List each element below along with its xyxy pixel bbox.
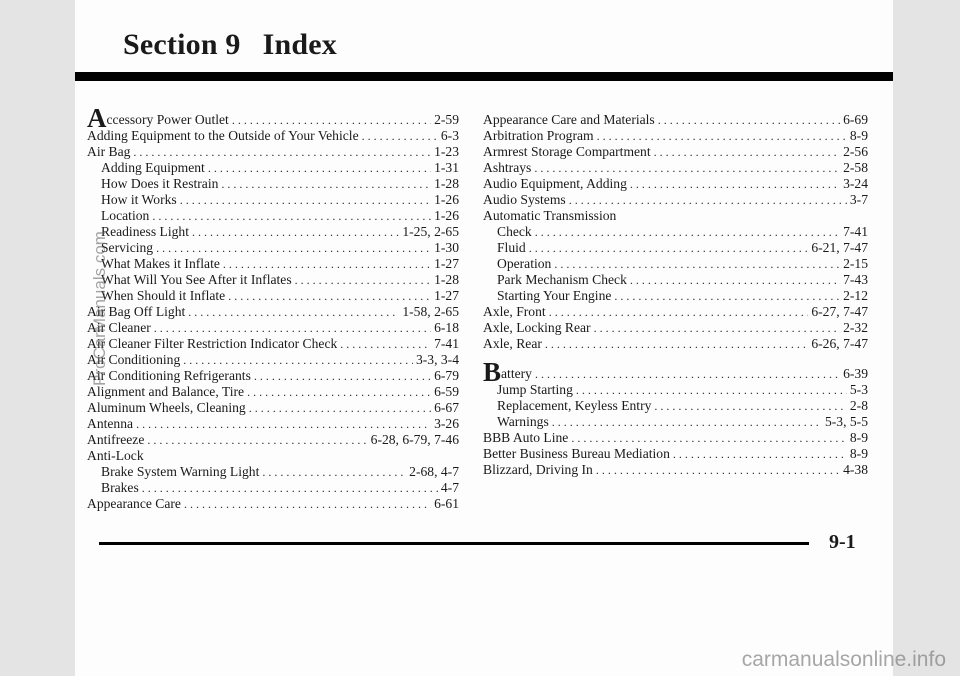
entry-text: Servicing bbox=[101, 240, 154, 255]
entry-label bbox=[497, 272, 627, 288]
index-subentry bbox=[87, 160, 459, 176]
entry-text: Air Cleaner Filter Restriction Indicator Check bbox=[87, 336, 338, 351]
entry-page-ref: 1-27 bbox=[434, 288, 459, 303]
dot-leader bbox=[654, 398, 846, 414]
entry-text: Arbitration Program bbox=[483, 128, 594, 143]
entry-text: Air Conditioning bbox=[87, 352, 181, 367]
entry-label bbox=[101, 288, 225, 304]
entry-page-ref: 3-24 bbox=[843, 176, 868, 191]
entry-text: Blizzard, Driving In bbox=[483, 462, 593, 477]
entry-page-ref: 1-27 bbox=[434, 256, 459, 271]
dot-leader bbox=[545, 336, 808, 352]
drop-cap-letter: A bbox=[87, 103, 107, 133]
index-entry bbox=[483, 192, 868, 208]
index-entry bbox=[87, 400, 459, 416]
entry-text: BBB Auto Line bbox=[483, 430, 569, 445]
entry-page-ref: 2-32 bbox=[843, 320, 868, 335]
index-subentry bbox=[87, 176, 459, 192]
entry-page-ref: 7-43 bbox=[843, 272, 868, 287]
index-subentry bbox=[87, 288, 459, 304]
dot-leader bbox=[221, 176, 431, 192]
dot-leader bbox=[535, 366, 840, 382]
entry-label bbox=[101, 480, 139, 496]
entry-label bbox=[483, 462, 593, 478]
dot-leader bbox=[340, 336, 431, 352]
dot-leader bbox=[529, 240, 809, 256]
entry-text: How it Works bbox=[101, 192, 177, 207]
index-entry bbox=[87, 144, 459, 160]
index-subentry bbox=[87, 208, 459, 224]
entry-label bbox=[483, 430, 568, 446]
page-number: 9-1 bbox=[829, 531, 856, 553]
entry-label bbox=[87, 496, 181, 512]
entry-page-ref: 7-41 bbox=[434, 336, 459, 351]
entry-text: ccessory Power Outlet bbox=[106, 112, 229, 127]
entry-label bbox=[483, 160, 531, 176]
index-entry bbox=[483, 176, 868, 192]
dot-leader bbox=[654, 144, 840, 160]
entry-page-ref: 3-3, 3-4 bbox=[415, 352, 459, 367]
entry-page-ref: 6-3 bbox=[440, 128, 459, 143]
entry-text: Park Mechanism Check bbox=[497, 272, 627, 287]
index-subentry bbox=[87, 464, 459, 480]
entry-label bbox=[101, 208, 149, 224]
entry-label bbox=[497, 240, 526, 256]
dot-leader bbox=[223, 256, 431, 272]
entry-label bbox=[483, 320, 591, 336]
dot-leader bbox=[552, 414, 822, 430]
entry-label bbox=[87, 416, 133, 432]
dot-leader bbox=[295, 272, 431, 288]
dot-leader bbox=[136, 416, 431, 432]
index-subentry bbox=[483, 398, 868, 414]
entry-text: Location bbox=[101, 208, 150, 223]
entry-page-ref: 6-69 bbox=[843, 112, 868, 127]
dot-leader bbox=[596, 462, 840, 478]
entry-text: Antifreeze bbox=[87, 432, 145, 447]
dot-leader bbox=[362, 128, 438, 144]
index-subentry bbox=[483, 382, 868, 398]
entry-text: Air Bag bbox=[87, 144, 131, 159]
index-subentry bbox=[483, 240, 868, 256]
dot-leader bbox=[183, 352, 413, 368]
dot-leader bbox=[630, 272, 840, 288]
entry-page-ref: 4-7 bbox=[440, 480, 459, 495]
dot-leader bbox=[571, 430, 847, 446]
entry-text: attery bbox=[501, 366, 532, 381]
index-entry bbox=[87, 384, 459, 400]
index-subentry bbox=[483, 288, 868, 304]
index-subentry bbox=[87, 272, 459, 288]
entry-label bbox=[483, 304, 546, 320]
dot-leader bbox=[247, 384, 431, 400]
index-entry bbox=[483, 144, 868, 160]
entry-label bbox=[101, 256, 220, 272]
entry-page-ref: 3-26 bbox=[434, 416, 459, 431]
index-column-left bbox=[87, 103, 459, 512]
entry-page-ref: 6-67 bbox=[434, 400, 459, 415]
index-entry bbox=[483, 112, 868, 128]
entry-page-ref: 1-23 bbox=[434, 144, 459, 159]
entry-text: Adding Equipment bbox=[101, 160, 205, 175]
index-entry bbox=[87, 416, 459, 432]
dot-leader bbox=[569, 192, 847, 208]
entry-page-ref: 6-26, 7-47 bbox=[811, 336, 868, 351]
entry-text: Axle, Locking Rear bbox=[483, 320, 591, 335]
index-entry bbox=[87, 336, 459, 352]
index-entry bbox=[483, 336, 868, 352]
index-entry bbox=[483, 208, 868, 224]
index-subentry bbox=[87, 480, 459, 496]
entry-text: Audio Equipment, Adding bbox=[483, 176, 627, 191]
entry-page-ref: 1-28 bbox=[434, 176, 459, 191]
dot-leader bbox=[208, 160, 431, 176]
entry-label bbox=[497, 288, 611, 304]
entry-spacer bbox=[483, 352, 868, 366]
dot-leader bbox=[188, 304, 399, 320]
entry-text: What Makes it Inflate bbox=[101, 256, 220, 271]
entry-label bbox=[483, 144, 651, 160]
entry-page-ref: 2-59 bbox=[434, 112, 459, 127]
section-label: Section 9 bbox=[123, 28, 241, 61]
index-subentry bbox=[483, 256, 868, 272]
index-entry bbox=[87, 496, 459, 512]
dot-leader bbox=[534, 160, 840, 176]
entry-page-ref: 8-9 bbox=[849, 430, 868, 445]
entry-label bbox=[483, 192, 566, 208]
index-subentry bbox=[483, 272, 868, 288]
entry-label bbox=[87, 144, 130, 160]
entry-label bbox=[483, 176, 627, 192]
entry-page-ref: 1-26 bbox=[434, 192, 459, 207]
entry-label bbox=[87, 448, 144, 464]
entry-text: Air Bag Off Light bbox=[87, 304, 186, 319]
section-title: Index bbox=[262, 28, 337, 61]
entry-page-ref: 8-9 bbox=[849, 446, 868, 461]
entry-page-ref: 2-15 bbox=[843, 256, 868, 271]
entry-label bbox=[483, 128, 594, 144]
entry-text: Readiness Light bbox=[101, 224, 189, 239]
index-entry bbox=[87, 304, 459, 320]
index-entry bbox=[87, 128, 459, 144]
entry-text: Axle, Rear bbox=[483, 336, 542, 351]
entry-label bbox=[87, 400, 246, 416]
entry-text: Air Cleaner bbox=[87, 320, 151, 335]
entry-label bbox=[497, 224, 532, 240]
dot-leader bbox=[154, 320, 431, 336]
dot-leader bbox=[180, 192, 431, 208]
entry-page-ref: 2-58 bbox=[843, 160, 868, 175]
entry-text: Starting Your Engine bbox=[497, 288, 612, 303]
entry-label bbox=[483, 357, 532, 387]
entry-text: Adding Equipment to the Outside of Your Vehicle bbox=[87, 128, 359, 143]
index-entry bbox=[483, 430, 868, 446]
dot-leader bbox=[673, 446, 847, 462]
index-column-right bbox=[483, 112, 868, 478]
index-entry bbox=[483, 357, 868, 387]
index-entry bbox=[483, 304, 868, 320]
entry-page-ref: 1-28 bbox=[434, 272, 459, 287]
entry-page-ref: 6-61 bbox=[434, 496, 459, 511]
dot-leader bbox=[614, 288, 840, 304]
entry-page-ref: 6-39 bbox=[843, 366, 868, 381]
dot-leader bbox=[535, 224, 840, 240]
entry-page-ref: 6-79 bbox=[434, 368, 459, 383]
entry-label bbox=[497, 398, 651, 414]
entry-page-ref: 8-9 bbox=[849, 128, 868, 143]
entry-page-ref: 6-27, 7-47 bbox=[811, 304, 868, 319]
dot-leader bbox=[156, 240, 431, 256]
entry-text: Appearance Care and Materials bbox=[483, 112, 655, 127]
entry-text: Warnings bbox=[497, 414, 549, 429]
entry-page-ref: 1-30 bbox=[434, 240, 459, 255]
index-entry bbox=[87, 352, 459, 368]
dot-leader bbox=[232, 112, 431, 128]
entry-label bbox=[101, 464, 259, 480]
index-entry bbox=[483, 128, 868, 144]
entry-text: Air Conditioning Refrigerants bbox=[87, 368, 251, 383]
dot-leader bbox=[549, 304, 809, 320]
entry-text: How Does it Restrain bbox=[101, 176, 219, 191]
footer-rule bbox=[99, 542, 809, 545]
entry-text: Aluminum Wheels, Cleaning bbox=[87, 400, 246, 415]
entry-page-ref: 1-25, 2-65 bbox=[402, 224, 459, 239]
dot-leader bbox=[594, 320, 840, 336]
entry-text: What Will You See After it Inflates bbox=[101, 272, 292, 287]
entry-label bbox=[87, 432, 144, 448]
entry-label bbox=[87, 128, 359, 144]
entry-text: Ashtrays bbox=[483, 160, 532, 175]
dot-leader bbox=[228, 288, 431, 304]
entry-page-ref: 5-3 bbox=[849, 382, 868, 397]
entry-text: Alignment and Balance, Tire bbox=[87, 384, 245, 399]
entry-page-ref: 6-59 bbox=[434, 384, 459, 399]
entry-text: Operation bbox=[497, 256, 552, 271]
entry-page-ref: 1-26 bbox=[434, 208, 459, 223]
entry-text: When Should it Inflate bbox=[101, 288, 226, 303]
entry-text: Fluid bbox=[497, 240, 526, 255]
dot-leader bbox=[147, 432, 367, 448]
entry-text: Replacement, Keyless Entry bbox=[497, 398, 652, 413]
entry-text: Brakes bbox=[101, 480, 139, 495]
entry-label bbox=[87, 103, 229, 133]
index-subentry bbox=[87, 224, 459, 240]
entry-page-ref: 6-21, 7-47 bbox=[811, 240, 868, 255]
entry-page-ref: 4-38 bbox=[843, 462, 868, 477]
entry-page-ref: 1-58, 2-65 bbox=[402, 304, 459, 319]
entry-text: Anti-Lock bbox=[87, 448, 144, 463]
dot-leader bbox=[192, 224, 399, 240]
dot-leader bbox=[658, 112, 840, 128]
bottom-watermark: carmanualsonline.info bbox=[741, 648, 946, 671]
index-entry bbox=[87, 103, 459, 133]
entry-page-ref: 1-31 bbox=[434, 160, 459, 175]
entry-label bbox=[483, 112, 655, 128]
index-entry bbox=[87, 432, 459, 448]
side-watermark: ProCarManuals.com bbox=[90, 231, 109, 386]
entry-label bbox=[101, 160, 205, 176]
entry-text: Axle, Front bbox=[483, 304, 546, 319]
entry-text: Automatic Transmission bbox=[483, 208, 617, 223]
entry-text: Better Business Bureau Mediation bbox=[483, 446, 670, 461]
entry-text: Check bbox=[497, 224, 532, 239]
entry-text: Antenna bbox=[87, 416, 134, 431]
entry-label bbox=[87, 336, 337, 352]
index-entry bbox=[87, 448, 459, 464]
index-subentry bbox=[87, 192, 459, 208]
entry-label bbox=[87, 384, 244, 400]
entry-page-ref: 7-41 bbox=[843, 224, 868, 239]
entry-page-ref: 2-68, 4-7 bbox=[409, 464, 459, 479]
entry-text: Audio Systems bbox=[483, 192, 566, 207]
index-subentry bbox=[87, 240, 459, 256]
entry-page-ref: 2-8 bbox=[849, 398, 868, 413]
dot-leader bbox=[249, 400, 431, 416]
index-entry bbox=[483, 160, 868, 176]
entry-text: Appearance Care bbox=[87, 496, 181, 511]
index-entry bbox=[87, 320, 459, 336]
page-title bbox=[123, 28, 337, 62]
index-subentry bbox=[87, 256, 459, 272]
dot-leader bbox=[133, 144, 431, 160]
dot-leader bbox=[576, 382, 847, 398]
drop-cap-letter: B bbox=[483, 357, 502, 387]
dot-leader bbox=[142, 480, 438, 496]
entry-page-ref: 5-3, 5-5 bbox=[824, 414, 868, 429]
entry-page-ref: 3-7 bbox=[849, 192, 868, 207]
entry-page-ref: 6-18 bbox=[434, 320, 459, 335]
index-subentry bbox=[483, 414, 868, 430]
dot-leader bbox=[262, 464, 406, 480]
dot-leader bbox=[554, 256, 840, 272]
index-entry bbox=[483, 462, 868, 478]
index-subentry bbox=[483, 224, 868, 240]
entry-label bbox=[483, 446, 670, 462]
entry-text: Jump Starting bbox=[497, 382, 573, 397]
dot-leader bbox=[597, 128, 847, 144]
entry-text: Brake System Warning Light bbox=[101, 464, 260, 479]
entry-label bbox=[497, 414, 549, 430]
entry-label bbox=[101, 224, 189, 240]
entry-label bbox=[101, 272, 292, 288]
index-entry bbox=[483, 320, 868, 336]
dot-leader bbox=[184, 496, 431, 512]
entry-label bbox=[483, 208, 616, 224]
entry-label bbox=[497, 256, 551, 272]
index-entry bbox=[483, 446, 868, 462]
entry-page-ref: 2-56 bbox=[843, 144, 868, 159]
entry-page-ref: 6-28, 6-79, 7-46 bbox=[370, 432, 459, 447]
entry-page-ref: 2-12 bbox=[843, 288, 868, 303]
entry-label bbox=[101, 176, 218, 192]
entry-text: Armrest Storage Compartment bbox=[483, 144, 651, 159]
entry-label bbox=[101, 192, 177, 208]
entry-label bbox=[497, 382, 573, 398]
dot-leader bbox=[152, 208, 431, 224]
header-rule bbox=[75, 72, 893, 81]
entry-label bbox=[483, 336, 542, 352]
dot-leader bbox=[630, 176, 840, 192]
index-entry bbox=[87, 368, 459, 384]
dot-leader bbox=[254, 368, 431, 384]
